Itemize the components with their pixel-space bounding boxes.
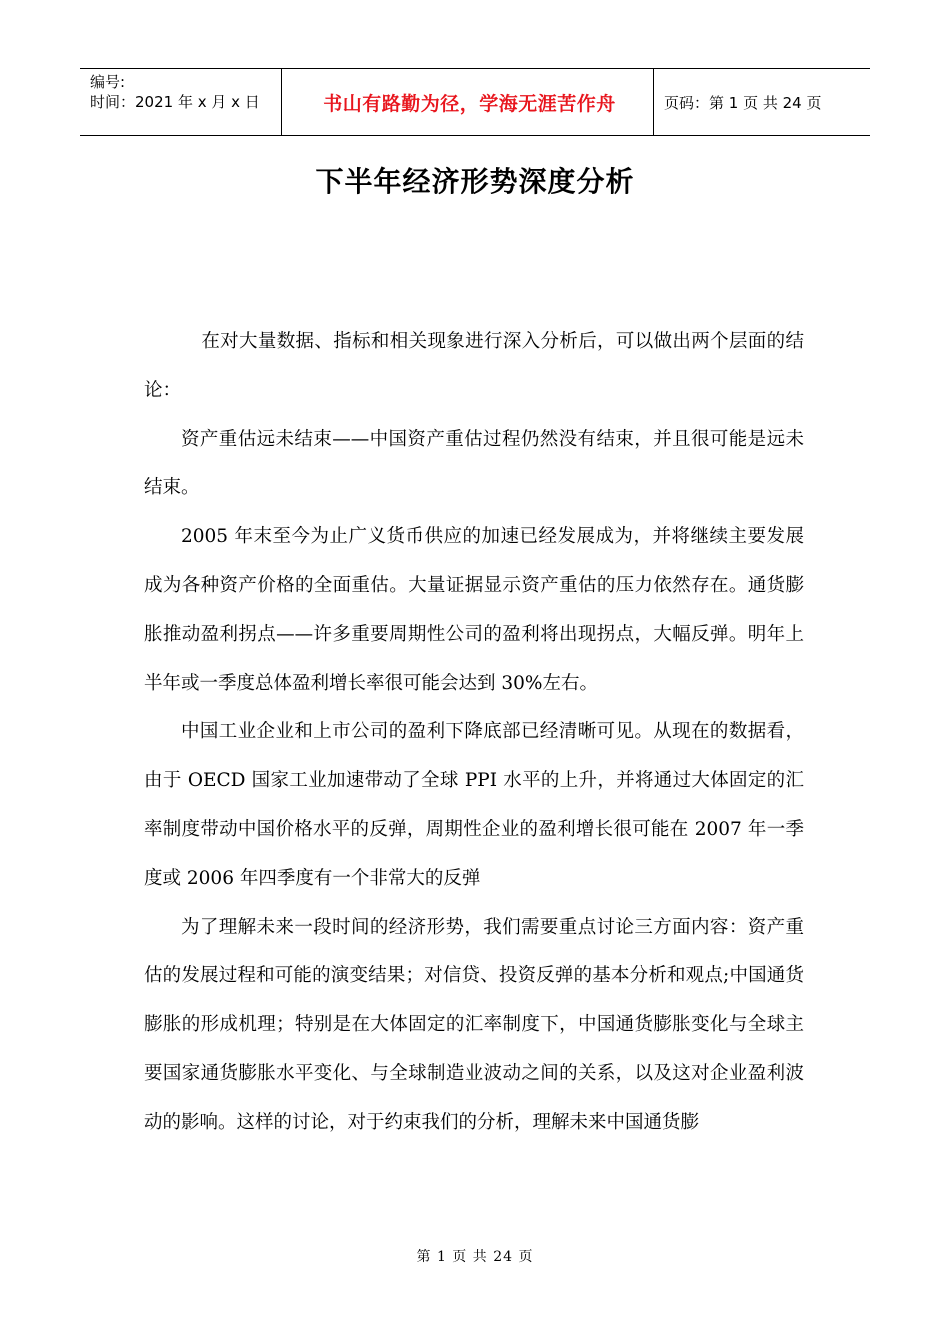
document-date-label: 时间：2021 年 x 月 x 日 xyxy=(90,93,260,111)
header-meta-cell xyxy=(80,69,282,135)
paragraph: 中国工业企业和上市公司的盈利下降底部已经清晰可见。从现在的数据看，由于 OECD 国家工业加速带动了全球 PPI 水平的上升，并将通过大体固定的汇率制度带动中国价格水平的反弹，周期性企业的盈利增长很可能在 2007 年一季度或 2006 年四季度有一个非常大的反弹 xyxy=(144,721,804,889)
paragraph: 资产重估远未结束——中国资产重估过程仍然没有结束，并且很可能是远未结束。 xyxy=(144,428,804,499)
header-motto-cell xyxy=(282,69,654,135)
header-motto: 书山有路勤为径，学海无涯苦作舟 xyxy=(323,92,616,115)
document-title: 下半年经济形势深度分析 xyxy=(315,165,635,198)
paragraph: 为了理解未来一段时间的经济形势，我们需要重点讨论三方面内容：资产重估的发展过程和可能的演变结果；对信贷、投资反弹的基本分析和观点;中国通货膨胀的形成机理；特别是在大体固定的汇率制度下，中国通货膨胀变化与全球主要国家通货膨胀水平变化、与全球制造业波动之间的关系，以及这对企业盈利波动的影响。这样的讨论，对于约束我们的分析，理解未来中国通货膨 xyxy=(144,916,804,1133)
header-page-cell xyxy=(654,69,870,135)
document-header xyxy=(80,68,870,136)
document-number-label: 编号: xyxy=(90,73,126,91)
document-body xyxy=(144,318,804,1148)
paragraph: 2005 年末至今为止广义货币供应的加速已经发展成为，并将继续主要发展成为各种资产价格的全面重估。大量证据显示资产重估的压力依然存在。通货膨胀推动盈利拐点——许多重要周期性公司的盈利将出现拐点，大幅反弹。明年上半年或一季度总体盈利增长率很可能会达到 30%左右。 xyxy=(144,526,804,694)
header-page-info: 页码：第 1 页 共 24 页 xyxy=(664,93,822,112)
page-footer: 第 1 页 共 24 页 xyxy=(416,1249,534,1265)
paragraph: 在对大量数据、指标和相关现象进行深入分析后，可以做出两个层面的结论： xyxy=(144,331,804,401)
